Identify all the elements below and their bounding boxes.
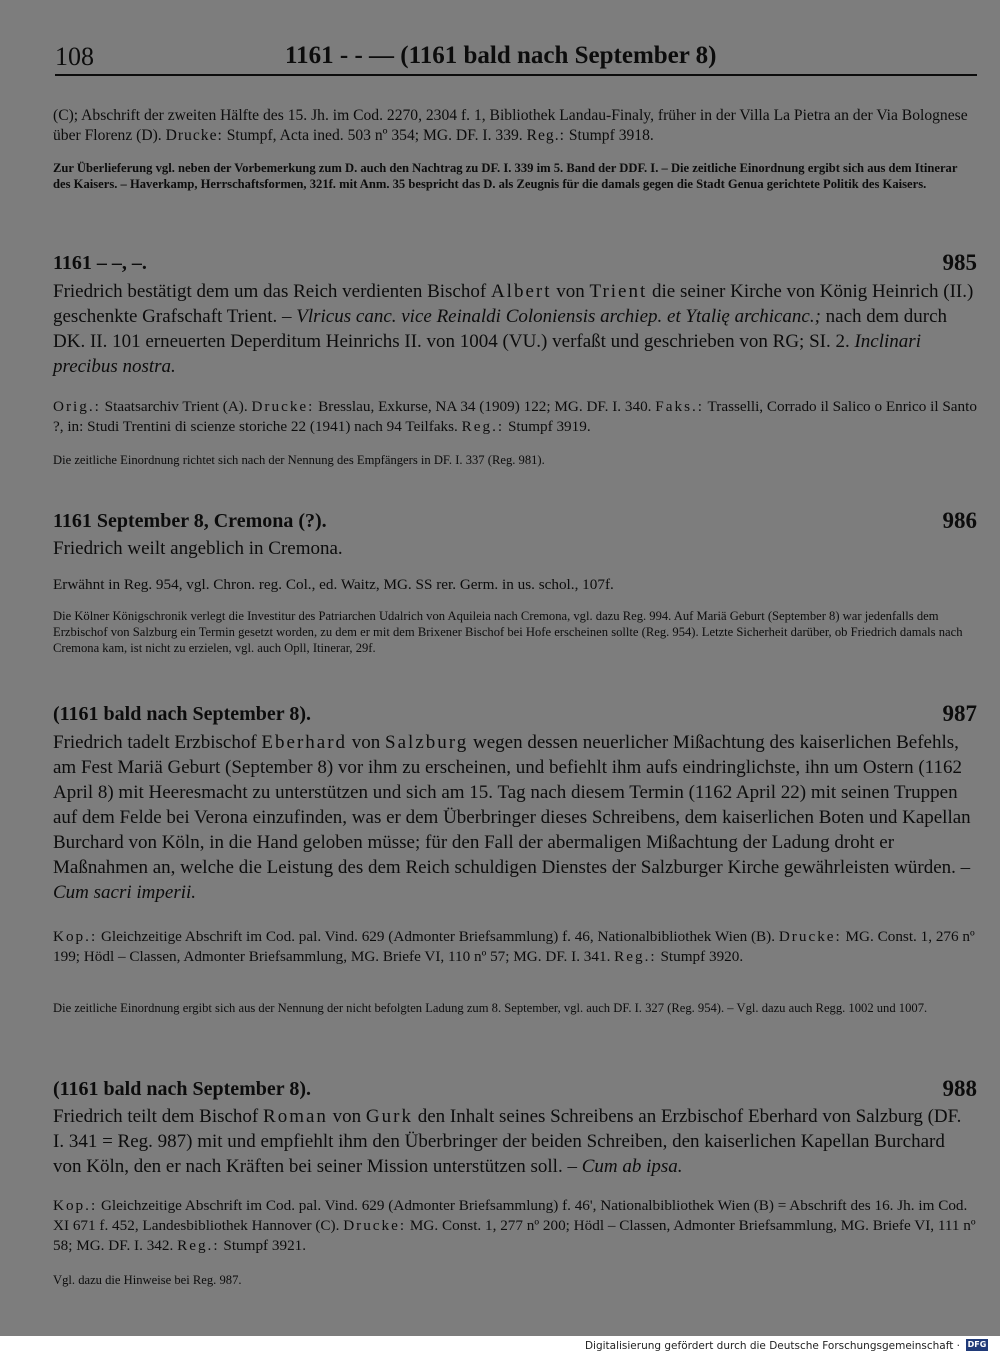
entry-note-987: Die zeitliche Einordnung ergibt sich aus der Nennung der nicht befolgten Ladung zum 8. September, vgl. auch DF. I. 327 (Reg. 954). – Vgl. dazu auch Regg. 1002 und 1007.	[53, 1001, 928, 1015]
entry-regest-985: Friedrich bestätigt dem um das Reich verdienten Bischof Albert von Trient die seiner Kirche von König Heinrich (II.) geschenkte Grafschaft Trient. – Vlricus canc. vice Reinaldi Coloniensis archiep. et Ytalię archicanc.; nach dem durch DK. II. 101 erneuerten Deperditum Heinrichs II. von 1004 (VU.) verfaßt und geschrieben von RG; SI. 2. Inclinari precibus nostra.	[53, 281, 974, 377]
entry-note-988: Vgl. dazu die Hinweise bei Reg. 987.	[53, 1273, 242, 1287]
entry-number: 987	[942, 701, 977, 726]
entry-tradition-988: Kop.: Gleichzeitige Abschrift im Cod. pal. Vind. 629 (Admonter Briefsammlung) f. 46', Nationalbibliothek Wien (B) = Abschrift des 16. Jh. im Cod. XI 671 f. 452, Landesbibliothek Hannover (C). Drucke: MG. Const. 1, 277 nº 200; Hödl – Classen, Admonter Briefsammlung, MG. Briefe VI, 111 nº 58; MG. DF. I. 342. Reg.: Stumpf 3921.	[53, 1197, 976, 1254]
entry-mention-986: Erwähnt in Reg. 954, vgl. Chron. reg. Col., ed. Waitz, MG. SS rer. Germ. in us. schol., 107f.	[53, 576, 614, 593]
entry-number: 986	[942, 508, 977, 533]
footer-text: Digitalisierung gefördert durch die Deutsche Forschungsgemeinschaft ·	[584, 1340, 960, 1352]
running-header	[55, 40, 977, 76]
dfg-logo-icon: DFG	[967, 1340, 987, 1349]
entry-heading-986: 1161 September 8, Cremona (?). 986	[53, 508, 977, 533]
entry-note-986: Die Kölner Königschronik verlegt die Investitur des Patriarchen Udalrich von Aquileia nach Cremona, vgl. dazu Reg. 994. Auf Mariä Geburt (September 8) war jedenfalls dem Erzbischof von Salzburg ein Termin gesetzt worden, zu dem er mit dem Brixener Bischof bei Hofe erscheinen sollte (Reg. 954). Letzte Sicherheit darüber, ob Friedrich damals nach Cremona kam, ist nicht zu erzielen, vgl. auch Opll, Itinerar, 29f.	[53, 609, 963, 655]
entry-regest-987: Friedrich tadelt Erzbischof Eberhard von Salzburg wegen dessen neuerlicher Mißachtung des kaiserlichen Befehls, am Fest Mariä Geburt (September 8) vor ihm zu erscheinen, und befiehlt ihm aufs eindringlichste, ihn um Ostern (1162 April 8) mit Heeresmacht zu unterstützen und sich am 15. Tag nach diesem Termin (1162 April 22) mit seinen Truppen auf dem Felde bei Verona einzufinden, was er dem Überbringer dieses Schreibens, dem kaiserlichen Boten und Kapellan Burchard von Köln, in die Hand geloben müsse; für den Fall der abermaligen Mißachtung der Ladung droht er Maßnahmen an, welche die Leistung des dem Reich schuldigen Dienstes der Salzburger Kirche gewährleisten würden. – Cum sacri imperii.	[53, 732, 971, 903]
footer-credit	[0, 1336, 1000, 1356]
entry-tradition-985: Orig.: Staatsarchiv Trient (A). Drucke: Bresslau, Exkurse, NA 34 (1909) 122; MG. DF. I. 340. Faks.: Trasselli, Corrado il Salico o Enrico il Santo ?, in: Studi Trentini di scienze storiche 22 (1941) nach 94 Teilfaks. Reg.: Stumpf 3919.	[53, 398, 977, 435]
entry-note-985: Die zeitliche Einordnung richtet sich nach der Nennung des Empfängers in DF. I. 337 (Reg. 981).	[53, 453, 545, 467]
entry-regest-986: Friedrich weilt angeblich in Cremona.	[53, 538, 343, 559]
entry-number: 985	[942, 250, 977, 275]
entry-heading-985: 1161 – –, –. 985	[53, 250, 977, 275]
entry-number: 988	[942, 1076, 977, 1101]
page-number: 108	[55, 42, 94, 71]
intro-tradition: (C); Abschrift der zweiten Hälfte des 15. Jh. im Cod. 2270, 2304 f. 1, Bibliothek Landau-Finaly, früher in der Villa La Pietra an der Via Bolognese über Florenz (D). Drucke: Stumpf, Acta ined. 503 nº 354; MG. DF. I. 339. Reg.: Stumpf 3918.	[53, 107, 968, 144]
entry-tradition-987: Kop.: Gleichzeitige Abschrift im Cod. pal. Vind. 629 (Admonter Briefsammlung) f. 46, Nationalbibliothek Wien (B). Drucke: MG. Const. 1, 276 nº 199; Hödl – Classen, Admonter Briefsammlung, MG. Briefe VI, 110 nº 57; MG. DF. I. 341. Reg.: Stumpf 3920.	[53, 928, 975, 965]
entry-heading-987: (1161 bald nach September 8). 987	[53, 701, 977, 726]
intro-note: Zur Überlieferung vgl. neben der Vorbemerkung zum D. auch den Nachtrag zu DF. I. 339 im 5. Band der DDF. I. – Die zeitliche Einordnung ergibt sich aus dem Itinerar des Kaisers. – Haverkamp, Herrschaftsformen, 321f. mit Anm. 35 bespricht das D. als Zeugnis für die damals gegen die Stadt Genua gerichtete Politik des Kaisers.	[53, 161, 958, 191]
entry-heading-988: (1161 bald nach September 8). 988	[53, 1076, 977, 1101]
entry-regest-988: Friedrich teilt dem Bischof Roman von Gurk den Inhalt seines Schreibens an Erzbischof Eberhard von Salzburg (DF. I. 341 = Reg. 987) mit und empfiehlt ihm den Überbringer der beiden Schreiben, den kaiserlichen Kapellan Burchard von Köln, den er nach Kräften bei seiner Mission unterstützen soll. – Cum ab ipsa.	[53, 1106, 962, 1177]
running-title: 1161 - - — (1161 bald nach September 8)	[285, 42, 717, 69]
